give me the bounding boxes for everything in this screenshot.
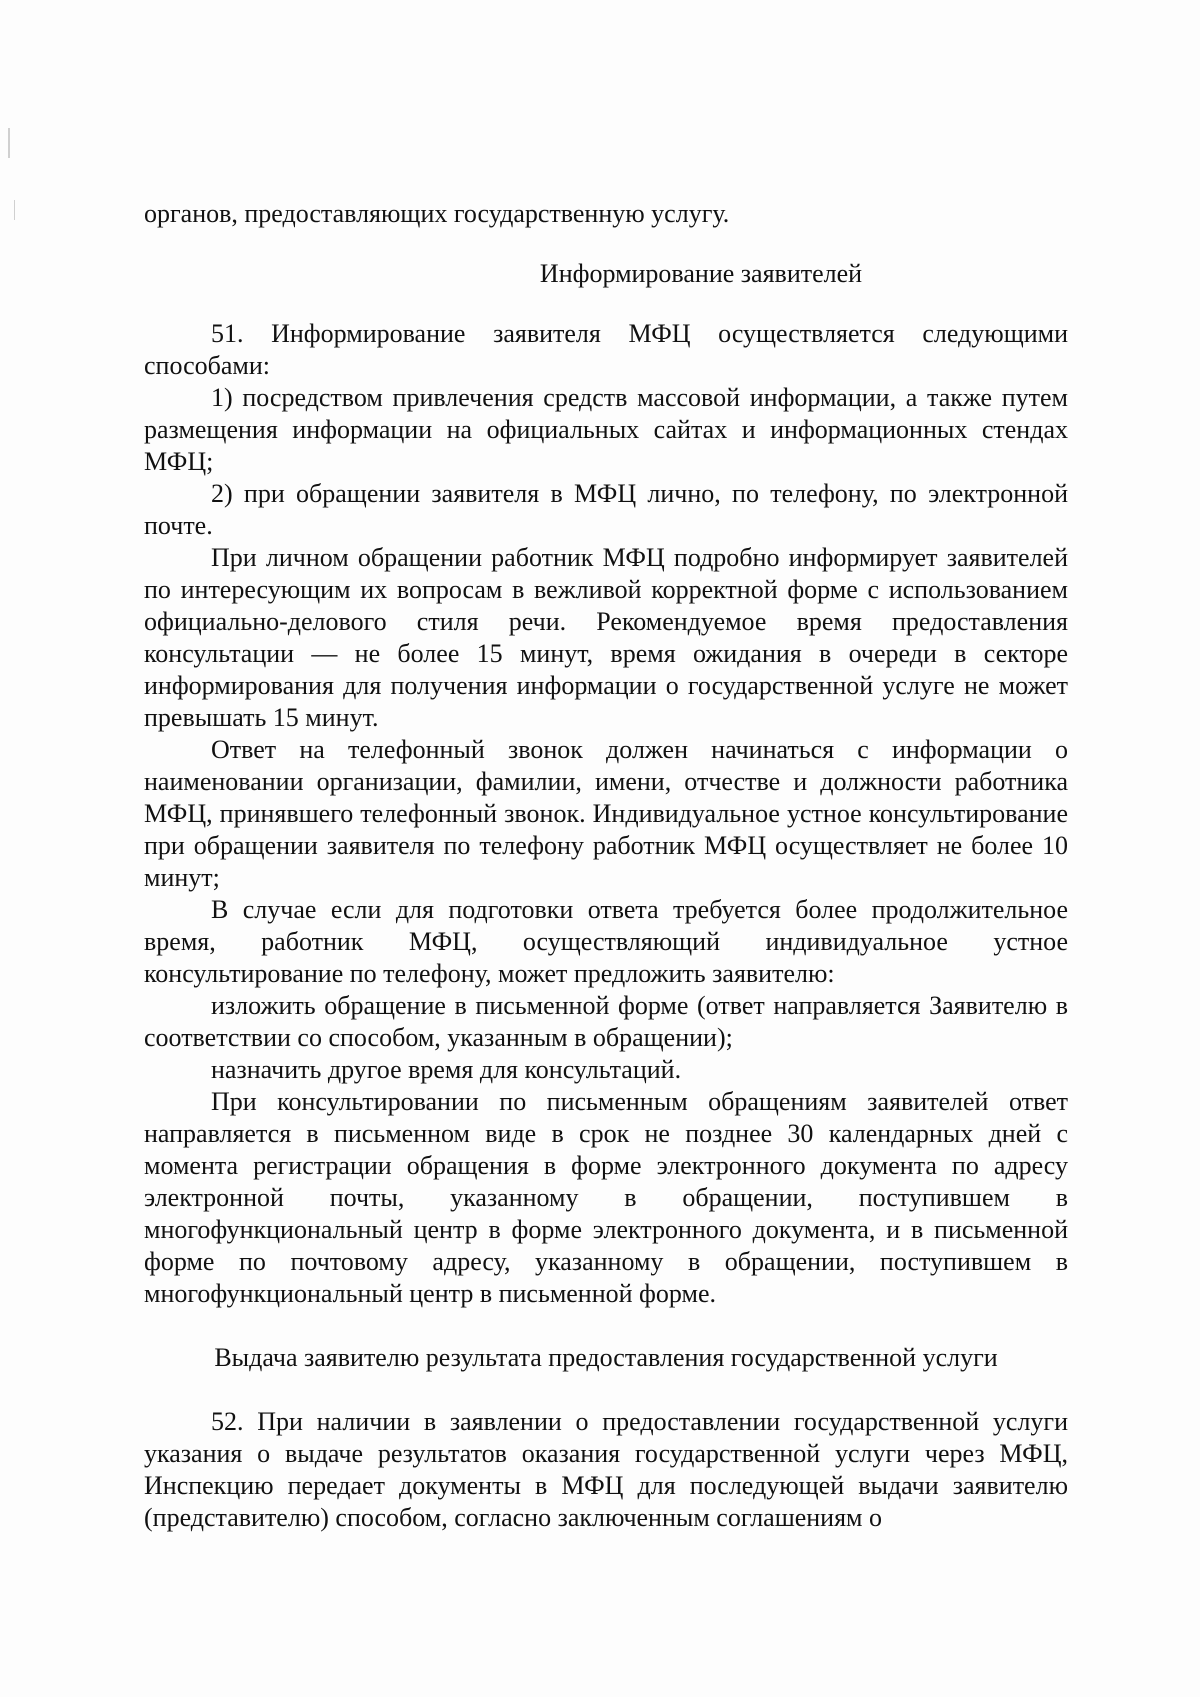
section-heading-informing: Информирование заявителей [539, 259, 863, 288]
scan-artifact-mark [14, 200, 15, 220]
section-heading-result: Выдача заявителю результата предоставления государственной услуги [214, 1343, 998, 1372]
paragraph-written-option: изложить обращение в письменной форме (ответ направляется Заявителю в соответствии со способом, указанным в обращении); [144, 991, 1068, 1052]
paragraph-personal-visit: При личном обращении работник МФЦ подробно информирует заявителей по интересующим их вопросам в вежливой корректной форме с использованием официально-делового стиля речи. Рекомендуемое время предоставления консультации — не более 15 минут, время ожидания в очереди в секторе информирования для получения информации о государственной услуге не может превышать 15 минут. [144, 543, 1068, 732]
scan-artifact-mark [8, 128, 10, 158]
document-body [144, 198, 1068, 1534]
paragraph-51: 51. Информирование заявителя МФЦ осуществляется следующими способами: [144, 319, 1068, 380]
paragraph-other-time-option: назначить другое время для консультаций. [211, 1055, 682, 1084]
paragraph-52: 52. При наличии в заявлении о предоставлении государственной услуги указания о выдаче результатов оказания государственной услуги через МФЦ, Инспекцию передает документы в МФЦ для последующей выдачи заявителю (представителю) способом, согласно заключенным соглашениям о [144, 1407, 1068, 1532]
paragraph-longer-time: В случае если для подготовки ответа требуется более продолжительное время, работник МФЦ, осуществляющий индивидуальное устное консультирование по телефону, может предложить заявителю: [144, 895, 1068, 988]
intro-line: органов, предоставляющих государственную услугу. [144, 199, 730, 228]
paragraph-written-reply: При консультировании по письменным обращениям заявителей ответ направляется в письменном виде в срок не позднее 30 календарных дней с момента регистрации обращения в форме электронного документа по адресу электронной почты, указанному в обращении, поступившем в многофункциональный центр в форме электронного документа, и в письменной форме по почтовому адресу, указанному в обращении, поступившем в многофункциональный центр в письменной форме. [144, 1087, 1068, 1308]
paragraph-phone-call: Ответ на телефонный звонок должен начинаться с информации о наименовании организации, фамилии, имени, отчестве и должности работника МФЦ, принявшего телефонный звонок. Индивидуальное устное консультирование при обращении заявителя по телефону работник МФЦ осуществляет не более 10 минут; [144, 735, 1068, 892]
paragraph-51-item-2: 2) при обращении заявителя в МФЦ лично, по телефону, по электронной почте. [144, 479, 1068, 540]
paragraph-51-item-1: 1) посредством привлечения средств массовой информации, а также путем размещения информации на официальных сайтах и информационных стендах МФЦ; [144, 383, 1068, 476]
